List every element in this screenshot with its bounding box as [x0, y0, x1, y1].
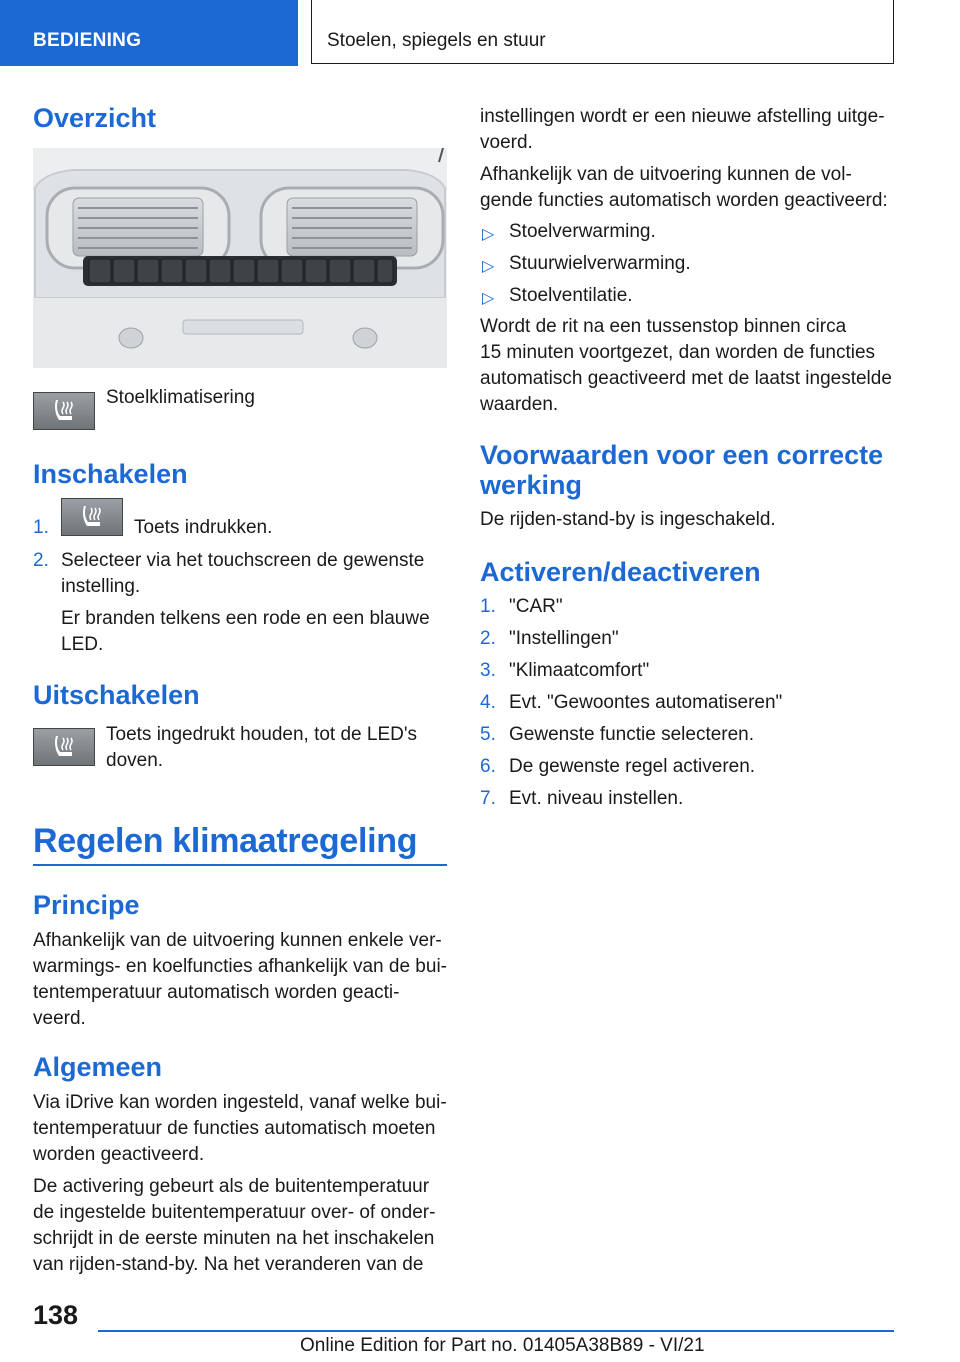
activering-line: schrijdt in de eerste minuten na het inschakelen [33, 1228, 435, 1249]
rit-line: waarden. [480, 394, 559, 415]
step-text: Evt. "Gewoontes automatiseren" [509, 692, 783, 713]
activeren-heading: Activeren/deactiveren [480, 557, 761, 587]
step-number: 2. [480, 628, 496, 649]
principe-line: Afhankelijk van de uitvoering kunnen enkele ver- [33, 930, 442, 951]
page-number: 138 [33, 1300, 79, 1330]
algemeen-line: Via iDrive kan worden ingesteld, vanaf welke bui- [33, 1092, 447, 1113]
algemeen-heading: Algemeen [33, 1052, 163, 1082]
voorwaarden-text: De rijden-stand-by is ingeschakeld. [480, 509, 776, 530]
voorwaarden-heading-line1: Voorwaarden voor een correcte [480, 440, 884, 470]
regelen-heading: Regelen klimaatregeling [33, 822, 418, 860]
stoelklimatisering-caption: Stoelklimatisering [106, 387, 255, 408]
climate-panel-illustration [33, 148, 447, 368]
seat-climate-button-image [61, 498, 123, 536]
footer-rule [98, 1330, 894, 1332]
step-note-line1: Er branden telkens een rode en een blauwe [61, 608, 430, 629]
step-number: 7. [480, 788, 496, 809]
bullet-triangle-icon: ▷ [482, 290, 495, 307]
voorwaarden-heading-line2: werking [480, 470, 583, 500]
uitschakelen-heading: Uitschakelen [33, 680, 200, 710]
seat-climate-button-image [33, 392, 95, 430]
afhankelijk-line: gende functies automatisch worden geactiveerd: [480, 190, 888, 211]
overzicht-heading: Overzicht [33, 103, 157, 133]
bullet-triangle-icon: ▷ [482, 258, 495, 275]
algemeen-line: worden geactiveerd. [33, 1144, 205, 1165]
continued-line: instellingen wordt er een nieuwe afstelling uitge- [480, 106, 885, 127]
section-tab [0, 0, 298, 66]
step-text: Evt. niveau instellen. [509, 788, 684, 809]
step-number: 5. [480, 724, 496, 745]
page-header [0, 0, 960, 66]
edition-text: Online Edition for Part no. 01405A38B89 - VI/21 [300, 1335, 705, 1356]
principe-line: warmings- en koelfuncties afhankelijk van de bui- [33, 956, 447, 977]
step-note-line2: LED. [61, 634, 104, 655]
inschakelen-heading: Inschakelen [33, 459, 188, 489]
rit-line: Wordt de rit na een tussenstop binnen circa [480, 316, 847, 337]
heading-rule [33, 864, 447, 866]
bullet-item: Stuurwielverwarming. [509, 253, 691, 274]
step-text: "Klimaatcomfort" [509, 660, 650, 681]
step-number: 1. [33, 517, 49, 538]
bullet-item: Stoelventilatie. [509, 285, 633, 306]
uitschakelen-text-line1: Toets ingedrukt houden, tot de LED's [106, 724, 417, 745]
algemeen-line: tentemperatuur de functies automatisch moeten [33, 1118, 436, 1139]
step-text-line1: Selecteer via het touchscreen de gewenste [61, 550, 425, 571]
bullet-triangle-icon: ▷ [482, 226, 495, 243]
step-number: 4. [480, 692, 496, 713]
afhankelijk-line: Afhankelijk van de uitvoering kunnen de vol- [480, 164, 852, 185]
step-number: 1. [480, 596, 496, 617]
bullet-item: Stoelverwarming. [509, 221, 656, 242]
step-number: 2. [33, 550, 49, 571]
seat-climate-icon [54, 398, 76, 424]
principe-line: veerd. [33, 1008, 86, 1029]
uitschakelen-text-line2: doven. [106, 750, 164, 771]
rit-line: 15 minuten voortgezet, dan worden de functies [480, 342, 876, 363]
activering-line: van rijden-stand-by. Na het veranderen van de [33, 1254, 424, 1275]
step-text: "CAR" [509, 596, 563, 617]
step-text: De gewenste regel activeren. [509, 756, 756, 777]
principe-heading: Principe [33, 890, 140, 920]
step-text: Toets indrukken. [134, 517, 273, 538]
chapter-box [311, 0, 894, 64]
step-text: Gewenste functie selecteren. [509, 724, 755, 745]
continued-line: voerd. [480, 132, 533, 153]
step-number: 6. [480, 756, 496, 777]
seat-climate-icon [54, 734, 76, 760]
rit-line: automatisch geactiveerd met de laatst ingestelde [480, 368, 892, 389]
seat-climate-icon [82, 504, 104, 530]
activering-line: de ingestelde buitentemperatuur over- of onder- [33, 1202, 436, 1223]
principe-line: tentemperatuur automatisch worden geacti- [33, 982, 400, 1003]
climate-panel-photo [33, 148, 447, 368]
chapter-label: Stoelen, spiegels en stuur [327, 30, 546, 51]
section-label: BEDIENING [33, 30, 142, 51]
step-text-line2: instelling. [61, 576, 141, 597]
step-text: "Instellingen" [509, 628, 619, 649]
step-number: 3. [480, 660, 496, 681]
activering-line: De activering gebeurt als de buitentemperatuur [33, 1176, 430, 1197]
seat-climate-button-image [33, 728, 95, 766]
